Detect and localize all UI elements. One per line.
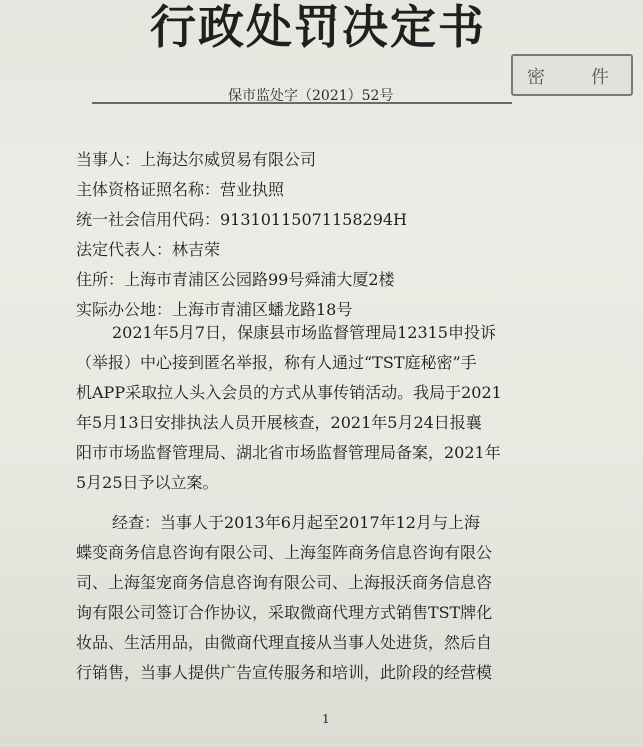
paragraph-line: 行销售，当事人提供广告宣传服务和培训，此阶段的经营模 — [76, 663, 493, 682]
paragraph-line: 5月25日予以立案。 — [76, 473, 219, 492]
paragraph-line: 阳市市场监督管理局、湖北省市场监督管理局备案，2021年 — [76, 443, 501, 462]
paragraph-line: 年5月13日安排执法人员开展核查，2021年5月24日报襄 — [76, 413, 482, 432]
paragraph-line: 蝶变商务信息咨询有限公司、上海玺阵商务信息咨询有限公 — [76, 543, 493, 562]
party-name-field: 当事人：上海达尔威贸易有限公司 — [76, 150, 317, 169]
paragraph-line: 询有限公司签订合作协议，采取微商代理方式销售TST牌化 — [76, 603, 493, 622]
body-text — [76, 318, 556, 688]
legal-rep-field: 法定代表人：林吉荣 — [76, 240, 221, 259]
paragraph-investigation — [76, 508, 556, 688]
paragraph-line: （举报）中心接到匿名举报，称有人通过“TST庭秘密”手 — [76, 353, 477, 372]
paragraph-line: 2021年5月7日，保康县市场监督管理局12315申投诉 — [112, 323, 496, 342]
party-info-list — [76, 145, 407, 325]
credit-code-field: 统一社会信用代码：91310115071158294H — [76, 210, 408, 229]
document-number: 保市监处字（2021）52号 — [228, 88, 394, 104]
page-number: 1 — [322, 712, 330, 726]
paragraph-case-filing — [76, 318, 556, 498]
license-name-field: 主体资格证照名称：营业执照 — [76, 180, 285, 199]
stamp-char-1: 密 — [527, 67, 545, 88]
stamp-char-2: 件 — [591, 67, 609, 88]
paragraph-line: 机APP采取拉人头入会员的方式从事传销活动。我局于2021 — [76, 383, 502, 402]
address-field: 住所：上海市青浦区公园路99号舜浦大厦2楼 — [76, 270, 395, 289]
paragraph-line: 经查：当事人于2013年6月起至2017年12月与上海 — [112, 513, 480, 532]
office-address-field: 实际办公地：上海市青浦区蟠龙路18号 — [76, 300, 353, 319]
confidential-stamp — [511, 54, 633, 96]
paragraph-line: 妆品、生活用品，由微商代理直接从当事人处进货，然后自 — [76, 633, 493, 652]
document-title: 行政处罚决定书 — [150, 0, 486, 54]
paragraph-line: 司、上海玺宠商务信息咨询有限公司、上海报沃商务信息咨 — [76, 573, 493, 592]
header-divider — [92, 102, 512, 104]
